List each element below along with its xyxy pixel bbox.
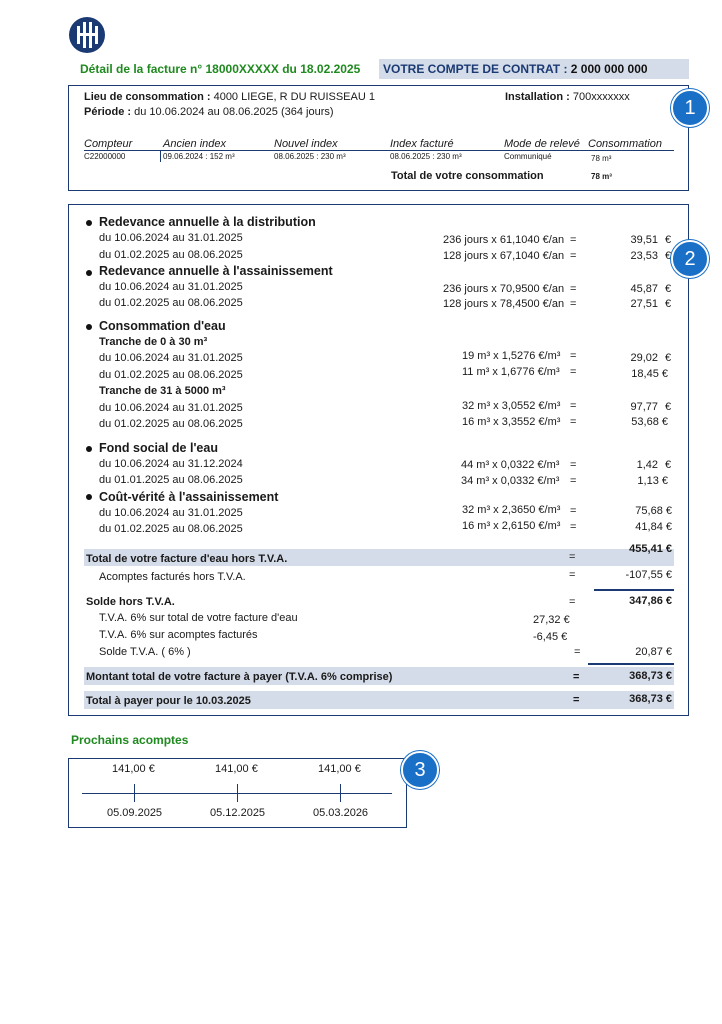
periode-label: Période : — [84, 106, 132, 118]
bullet-icon — [86, 494, 92, 500]
line-currency: € — [665, 283, 672, 295]
line-calc: 16 m³ x 2,6150 €/m³ — [462, 520, 561, 532]
line-currency: € — [665, 352, 672, 364]
tva-acomptes-value: -6,45 € — [533, 631, 568, 643]
timeline-tick — [134, 784, 135, 802]
line-amount: 41,84 € — [635, 521, 672, 533]
line-period: du 10.06.2024 au 31.12.2024 — [99, 458, 243, 470]
table-header-rule — [84, 150, 674, 151]
bullet-icon — [86, 220, 92, 226]
line-amount: 75,68 € — [635, 505, 672, 517]
line-amount: 23,53 — [630, 250, 658, 262]
line-calc: 11 m³ x 1,6776 €/m³ — [462, 366, 560, 378]
tva-acomptes-label: T.V.A. 6% sur acomptes facturés — [99, 629, 258, 641]
col-consommation: Consommation — [588, 138, 662, 150]
prochains-acomptes-title: Prochains acomptes — [71, 733, 189, 747]
solde-tva-eq: = — [574, 646, 581, 658]
callout-badge-1: 1 — [671, 89, 709, 127]
line-eq: = — [570, 366, 577, 378]
total-consumption-label: Total de votre consommation — [391, 170, 544, 182]
section-fond-social: Fond social de l'eau — [99, 441, 218, 455]
tranche-1-title: Tranche de 0 à 30 m³ — [99, 336, 208, 348]
contract-account-label: VOTRE COMPTE DE CONTRAT : — [383, 62, 568, 76]
line-amount: 29,02 — [630, 352, 658, 364]
installation-label: Installation : — [505, 91, 570, 103]
col-ancien-index: Ancien index — [163, 138, 226, 150]
section-consommation: Consommation d'eau — [99, 319, 226, 333]
solde-ht-eq: = — [569, 596, 576, 608]
lieu-line — [84, 91, 375, 103]
timeline-tick — [340, 784, 341, 802]
solde-ht-value: 347,86 € — [629, 595, 672, 607]
line-calc: 16 m³ x 3,3552 €/m³ — [462, 416, 561, 428]
a-payer-eq: = — [573, 694, 580, 706]
line-period: du 01.01.2025 au 08.06.2025 — [99, 474, 243, 486]
cell-consommation: 78 m³ — [591, 154, 612, 163]
acompte-amount: 141,00 € — [112, 763, 155, 775]
line-currency: € — [665, 234, 672, 246]
line-eq: = — [570, 505, 577, 517]
col-mode-releve: Mode de relevé — [504, 138, 580, 150]
line-calc: 32 m³ x 2,3650 €/m³ — [462, 504, 561, 516]
acompte-date: 05.03.2026 — [313, 807, 369, 819]
total-hors-tva-label: Total de votre facture d'eau hors T.V.A. — [86, 553, 288, 565]
line-period: du 10.06.2024 au 31.01.2025 — [99, 352, 243, 364]
line-calc: 32 m³ x 3,0552 €/m³ — [462, 400, 561, 412]
line-eq: = — [570, 400, 577, 412]
line-eq: = — [570, 283, 577, 295]
line-period: du 01.02.2025 au 08.06.2025 — [99, 418, 243, 430]
line-currency: € — [665, 250, 672, 262]
line-eq: = — [570, 459, 577, 471]
acomptes-ht-value: -107,55 € — [625, 569, 672, 581]
line-calc: 236 jours x 70,9500 €/an — [443, 283, 565, 295]
lieu-value: 4000 LIEGE, R DU RUISSEAU 1 — [213, 91, 375, 103]
section-redevance-distribution: Redevance annuelle à la distribution — [99, 215, 316, 229]
contract-account-value: 2 000 000 000 — [570, 62, 648, 76]
line-currency: € — [665, 459, 672, 471]
acompte-date: 05.09.2025 — [107, 807, 163, 819]
line-eq: = — [570, 475, 577, 487]
col-nouvel-index: Nouvel index — [274, 138, 338, 150]
section-redevance-assainissement: Redevance annuelle à l'assainissement — [99, 264, 333, 278]
line-currency: € — [665, 401, 672, 413]
solde-ht-label: Solde hors T.V.A. — [86, 596, 175, 608]
total-hors-tva-eq: = — [569, 551, 576, 563]
periode-value: du 10.06.2024 au 08.06.2025 (364 jours) — [134, 106, 334, 118]
line-amount: 18,45 € — [631, 368, 668, 380]
lieu-label: Lieu de consommation : — [84, 91, 211, 103]
line-eq: = — [570, 234, 577, 246]
line-amount: 53,68 € — [631, 416, 668, 428]
montant-total-value: 368,73 € — [629, 670, 672, 682]
installation-value: 700xxxxxxx — [572, 91, 630, 103]
solde-tva-label: Solde T.V.A. ( 6% ) — [99, 646, 191, 658]
line-period: du 01.02.2025 au 08.06.2025 — [99, 249, 243, 261]
cell-nouvel-index: 08.06.2025 : 230 m³ — [274, 152, 346, 161]
section-cout-verite: Coût-vérité à l'assainissement — [99, 490, 279, 504]
line-period: du 01.02.2025 au 08.06.2025 — [99, 523, 243, 535]
acompte-amount: 141,00 € — [215, 763, 258, 775]
line-amount: 27,51 — [630, 298, 658, 310]
line-eq: = — [570, 298, 577, 310]
installation-line — [505, 91, 630, 103]
contract-account — [379, 59, 689, 79]
invoice-title: Détail de la facture n° 18000XXXXX du 18.02.2025 — [80, 62, 361, 76]
cell-index-facture: 08.06.2025 : 230 m³ — [390, 152, 462, 161]
line-amount: 97,77 — [630, 401, 658, 413]
a-payer-label: Total à payer pour le 10.03.2025 — [86, 695, 251, 707]
callout-badge-2: 2 — [671, 240, 709, 278]
line-period: du 01.02.2025 au 08.06.2025 — [99, 369, 243, 381]
cell-compteur: C22000000 — [84, 152, 126, 161]
solde-tva-value: 20,87 € — [635, 646, 672, 658]
col-compteur: Compteur — [84, 138, 133, 150]
line-calc: 44 m³ x 0,0322 €/m³ — [461, 459, 560, 471]
line-eq: = — [570, 250, 577, 262]
line-amount: 1,13 € — [637, 475, 668, 487]
cell-ancien-index: 09.06.2024 : 152 m³ — [163, 152, 235, 161]
line-currency: € — [665, 298, 672, 310]
subtotal-rule — [594, 589, 674, 591]
a-payer-value: 368,73 € — [629, 693, 672, 705]
table-col-divider — [160, 150, 161, 162]
col-index-facture: Index facturé — [390, 138, 454, 150]
line-eq: = — [570, 416, 577, 428]
line-period: du 10.06.2024 au 31.01.2025 — [99, 232, 243, 244]
acompte-date: 05.12.2025 — [210, 807, 266, 819]
total-rule — [588, 663, 674, 665]
tva-total-label: T.V.A. 6% sur total de votre facture d'eau — [99, 612, 298, 624]
line-amount: 45,87 — [630, 283, 658, 295]
line-calc: 128 jours x 67,1040 €/an — [443, 250, 565, 262]
bullet-icon — [86, 446, 92, 452]
timeline-tick — [237, 784, 238, 802]
acompte-amount: 141,00 € — [318, 763, 361, 775]
cell-mode-releve: Communiqué — [504, 152, 552, 161]
line-calc: 128 jours x 78,4500 €/an — [443, 298, 565, 310]
line-amount: 39,51 — [630, 234, 658, 246]
company-logo — [68, 16, 106, 54]
line-eq: = — [570, 521, 577, 533]
montant-total-label: Montant total de votre facture à payer (T.V.A. 6% comprise) — [86, 671, 393, 683]
line-calc: 19 m³ x 1,5276 €/m³ — [462, 350, 561, 362]
bullet-icon — [86, 324, 92, 330]
line-amount: 1,42 — [636, 459, 658, 471]
line-period: du 10.06.2024 au 31.01.2025 — [99, 402, 243, 414]
tranche-2-title: Tranche de 31 à 5000 m³ — [99, 385, 226, 397]
montant-total-eq: = — [573, 671, 580, 683]
line-calc: 236 jours x 61,1040 €/an — [443, 234, 565, 246]
total-consumption-value: 78 m³ — [591, 172, 612, 181]
bullet-icon — [86, 270, 92, 276]
line-calc: 34 m³ x 0,0332 €/m³ — [461, 475, 560, 487]
line-period: du 10.06.2024 au 31.01.2025 — [99, 507, 243, 519]
tva-total-value: 27,32 € — [533, 614, 570, 626]
callout-badge-3: 3 — [401, 751, 439, 789]
line-period: du 01.02.2025 au 08.06.2025 — [99, 297, 243, 309]
acomptes-ht-eq: = — [569, 569, 576, 581]
line-eq: = — [570, 350, 577, 362]
line-period: du 10.06.2024 au 31.01.2025 — [99, 281, 243, 293]
acomptes-ht-label: Acomptes facturés hors T.V.A. — [99, 571, 246, 583]
periode-line — [84, 106, 334, 118]
total-hors-tva-value: 455,41 € — [629, 543, 672, 555]
